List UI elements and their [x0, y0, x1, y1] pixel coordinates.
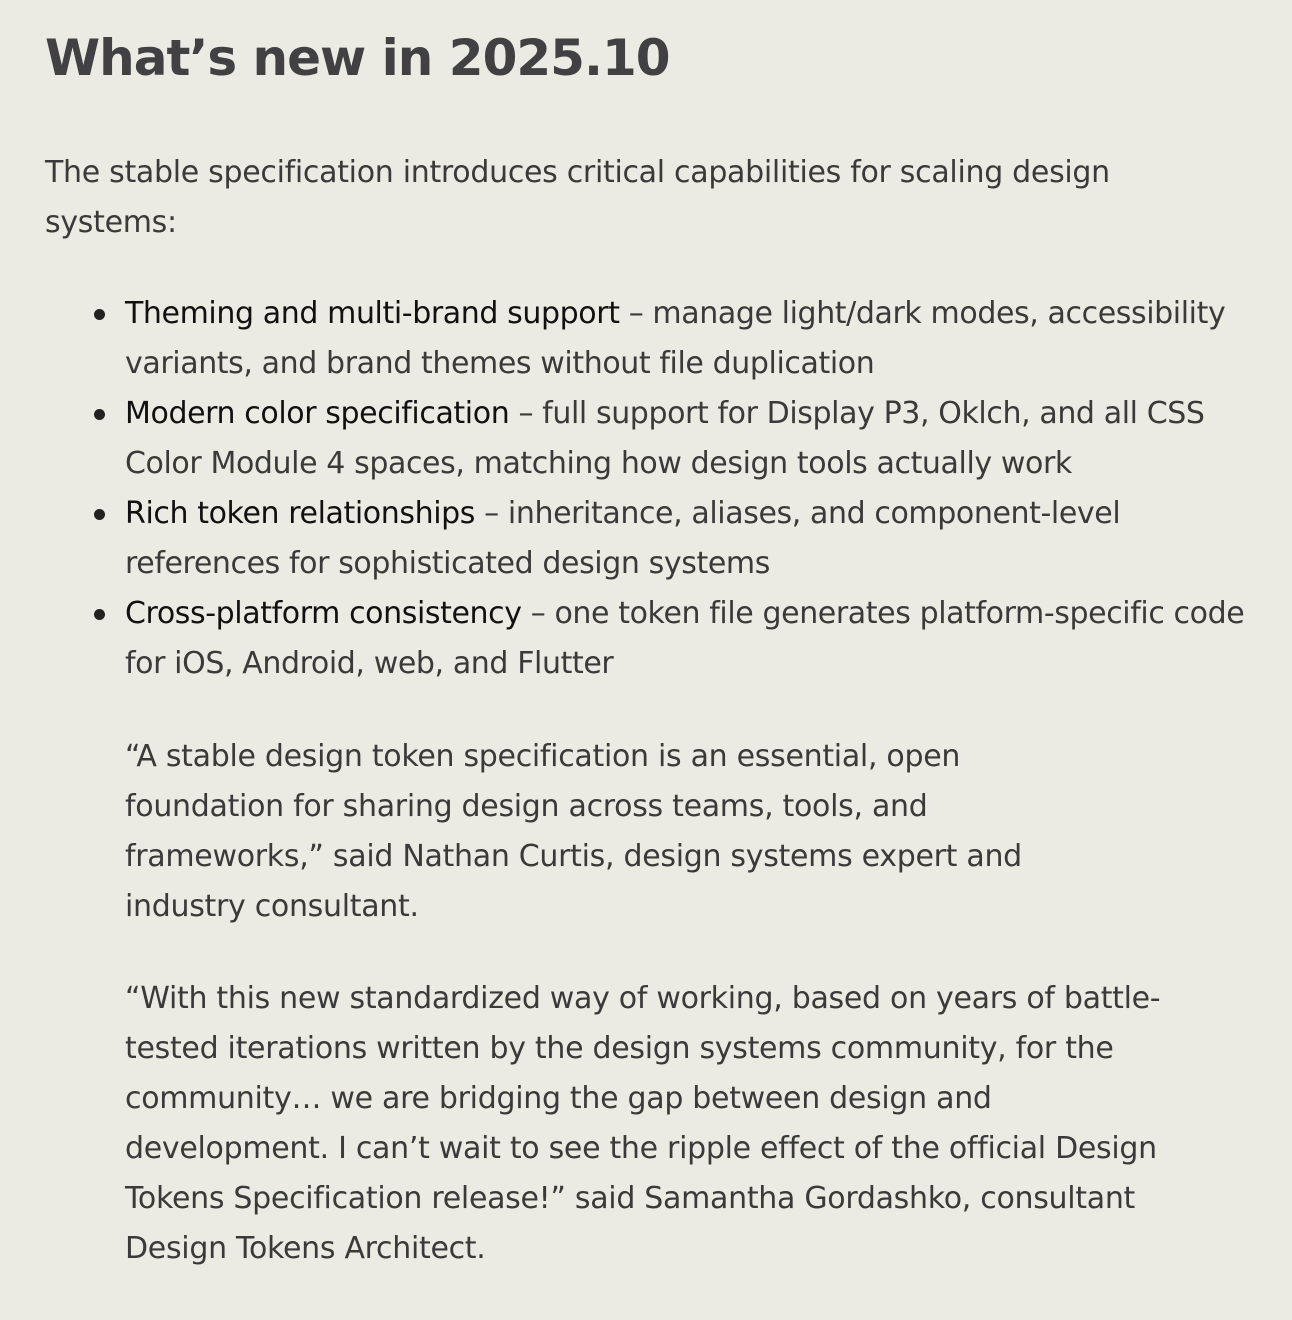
feature-title: Modern color specification: [125, 396, 510, 431]
list-item: [0, 289, 1255, 389]
quote-nathan-curtis: “A stable design token specification is an essential, open foundation for sharing design across teams, tools, and frameworks,” said Nathan Curtis, design systems expert and industry consultant.: [125, 739, 1022, 924]
feature-title: Theming and multi-brand support: [125, 296, 620, 331]
list-item: [0, 489, 1255, 589]
intro-paragraph: The stable specification introduces critical capabilities for scaling design systems:: [45, 155, 1110, 240]
feature-description: – one token file generates platform-specific code for iOS, Android, web, and Flutter: [125, 596, 1245, 681]
quote-samantha-gordashko: “With this new standardized way of working, based on years of battle-tested iterations written by the design systems community, for the community… we are bridging the gap between design and development. I can’t wait to see the ripple effect of the official Design Tokens Specification release!” said Samantha Gordashko, consultant Design Tokens Architect.: [125, 981, 1161, 1266]
bullet-icon: [94, 509, 105, 520]
feature-description: – full support for Display P3, Oklch, and all CSS Color Module 4 spaces, matching how design tools actually work: [125, 396, 1205, 481]
section-heading: What’s new in 2025.10: [45, 29, 670, 87]
list-item: [0, 389, 1255, 489]
feature-list: [0, 289, 1292, 689]
feature-description: – inheritance, aliases, and component-level references for sophisticated design systems: [125, 496, 1121, 581]
feature-title: Rich token relationships: [125, 496, 476, 531]
feature-title: Cross-platform consistency: [125, 596, 522, 631]
bullet-icon: [94, 309, 105, 320]
list-item: [0, 589, 1255, 689]
bullet-icon: [94, 409, 105, 420]
feature-description: – manage light/dark modes, accessibility variants, and brand themes without file duplication: [125, 296, 1226, 381]
bullet-icon: [94, 609, 105, 620]
